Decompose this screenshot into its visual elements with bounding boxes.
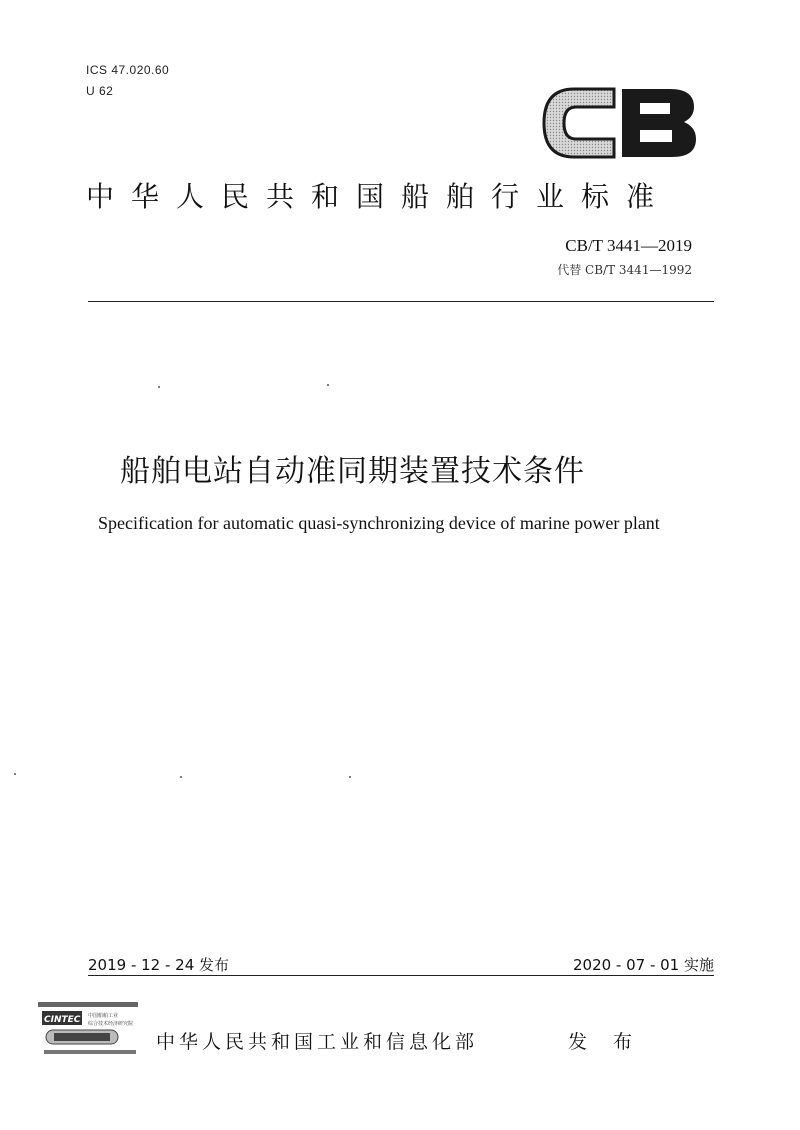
- publish-label: 发 布: [568, 1031, 643, 1053]
- scan-speck: [14, 773, 16, 775]
- standard-number: CB/T 3441—2019: [565, 236, 692, 255]
- implementation-date: 2020 - 07 - 01 实施: [572, 956, 714, 974]
- standard-title: 中华人民共和国船舶行业标准: [86, 180, 672, 213]
- scan-speck: [180, 776, 182, 778]
- document-title-chinese: 船舶电站自动准同期装置技术条件: [120, 454, 585, 489]
- stamp-brand: CINTEC: [44, 1015, 81, 1025]
- ics-code: ICS 47.020.60: [86, 63, 170, 77]
- replaces-standard: 代替 CB/T 3441—1992: [557, 263, 692, 277]
- ccs-code: U 62: [86, 84, 114, 98]
- footer-divider: [88, 975, 714, 976]
- publisher-name: 中华人民共和国工业和信息化部: [156, 1031, 479, 1053]
- scan-speck: [327, 384, 329, 386]
- cb-logo-icon: [540, 83, 700, 163]
- scan-speck: [349, 776, 351, 778]
- anti-counterfeit-stamp-icon: [36, 998, 156, 1062]
- issue-date: 2019 - 12 - 24 发布: [88, 956, 230, 974]
- scan-speck: [158, 386, 160, 388]
- stamp-line-2: 综合技术经济研究院: [88, 1021, 134, 1027]
- header-divider: [88, 301, 714, 302]
- document-title-english: Specification for automatic quasi-synchronizing device of marine power plant: [98, 513, 660, 533]
- stamp-line-1: 中国船舶工业: [88, 1013, 119, 1019]
